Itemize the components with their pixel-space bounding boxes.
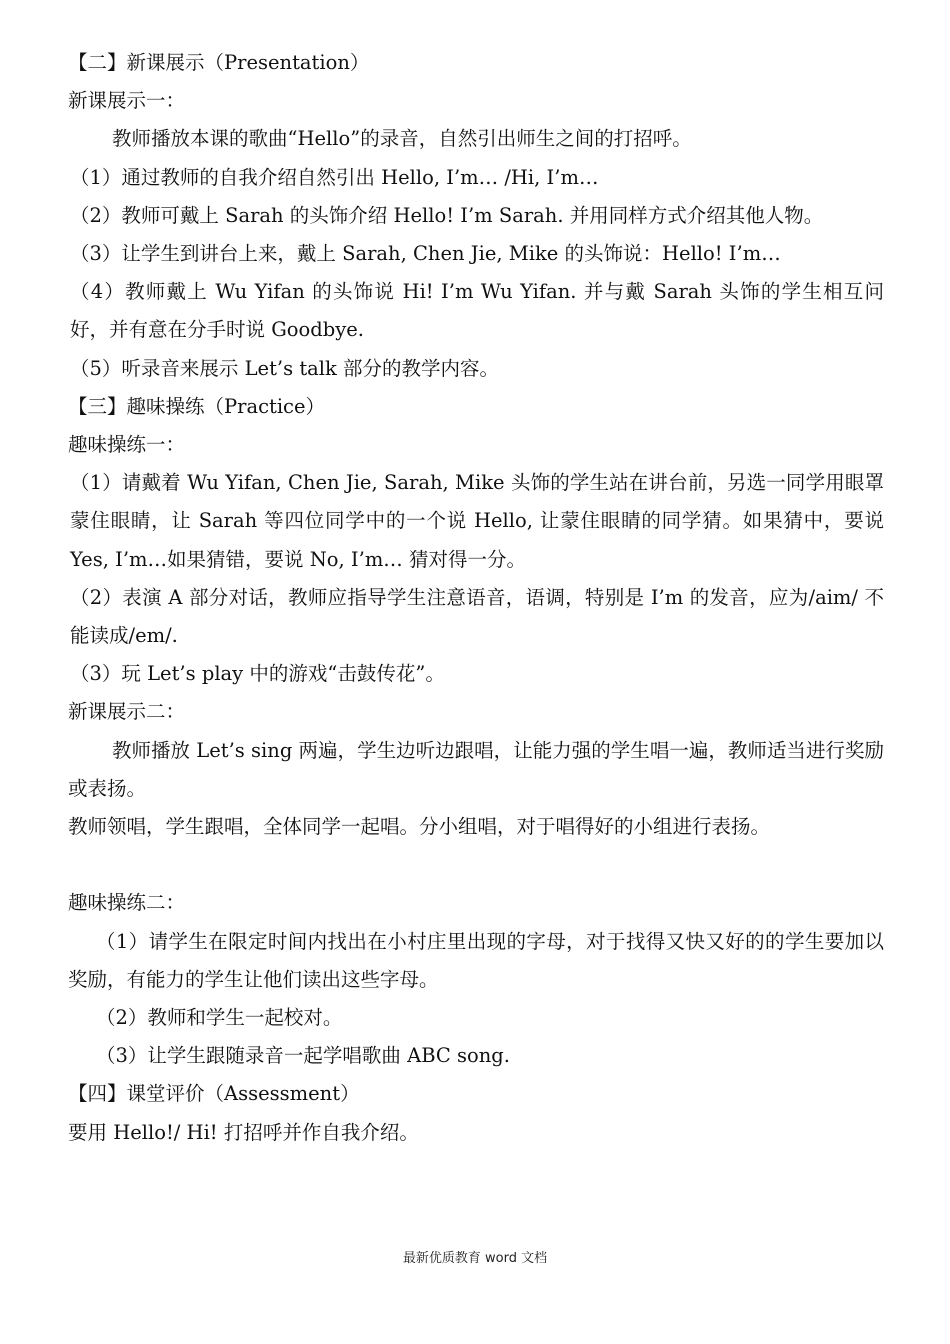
presentation-two-para-2: 教师领唱，学生跟唱，全体同学一起唱。分小组唱，对于唱得好的小组进行表扬。	[68, 815, 771, 839]
presentation-one-title: 新课展示一：	[68, 89, 186, 113]
document-body	[68, 44, 884, 1152]
presentation-one-intro: 教师播放本课的歌曲“Hello”的录音，自然引出师生之间的打招呼。	[112, 127, 692, 151]
presentation-two-para-1: 教师播放 Let’s sing 两遍，学生边听边跟唱，让能力强的学生唱一遍，教师适当进行奖励或表扬。	[68, 738, 884, 800]
practice-two-item-2: （2）教师和学生一起校对。	[96, 1006, 343, 1030]
practice-one-item-3: （3）玩 Let’s play 中的游戏“击鼓传花”。	[70, 662, 445, 686]
practice-one-item-1: （1）请戴着 Wu Yifan, Chen Jie, Sarah, Mike 头饰的学生站在讲台前，另选一同学用眼罩蒙住眼睛，让 Sarah 等四位同学中的一个说 Hello, 让蒙住眼睛的同学猜。如果猜中，要说 Yes, I’m…如果猜错，要说 No, I’m… 猜对得一分。	[70, 471, 884, 571]
presentation-one-item-4: （4）教师戴上 Wu Yifan 的头饰说 Hi! I’m Wu Yifan. 并与戴 Sarah 头饰的学生相互问好，并有意在分手时说 Goodbye.	[70, 280, 884, 342]
practice-two-item-3: （3）让学生跟随录音一起学唱歌曲 ABC song.	[96, 1044, 510, 1068]
practice-heading: 【三】趣味操练（Practice）	[68, 394, 326, 418]
presentation-heading: 【二】新课展示（Presentation）	[68, 51, 370, 74]
presentation-one-item-5: （5）听录音来展示 Let’s talk 部分的教学内容。	[70, 356, 500, 380]
practice-one-item-2: （2）表演 A 部分对话，教师应指导学生注意语音，语调，特别是 I’m 的发音，应为/aim/ 不能读成/em/.	[70, 585, 884, 648]
practice-two-item-1-text: （1）请学生在限定时间内找出在小村庄里出现的字母，对于找得又快又好的的学生要加以奖励，有能力的学生让他们读出这些字母。	[68, 929, 884, 991]
practice-two-item-1	[68, 923, 884, 999]
page-footer: 最新优质教育 word 文档	[402, 1251, 548, 1266]
assessment-text: 要用 Hello!/ Hi! 打招呼并作自我介绍。	[68, 1120, 419, 1144]
presentation-one-item-2: （2）教师可戴上 Sarah 的头饰介绍 Hello! I’m Sarah. 并用同样方式介绍其他人物。	[70, 203, 824, 227]
practice-two-title: 趣味操练二：	[68, 891, 186, 915]
presentation-one-item-3: （3）让学生到讲台上来，戴上 Sarah, Chen Jie, Mike 的头饰说：Hello! I’m…	[70, 242, 781, 266]
assessment-heading: 【四】课堂评价（Assessment）	[68, 1082, 360, 1106]
blank-line	[68, 846, 884, 884]
presentation-two-title: 新课展示二：	[68, 700, 186, 724]
practice-one-title: 趣味操练一：	[68, 433, 186, 457]
presentation-one-item-1: （1）通过教师的自我介绍自然引出 Hello, I’m… /Hi, I’m…	[70, 165, 599, 189]
